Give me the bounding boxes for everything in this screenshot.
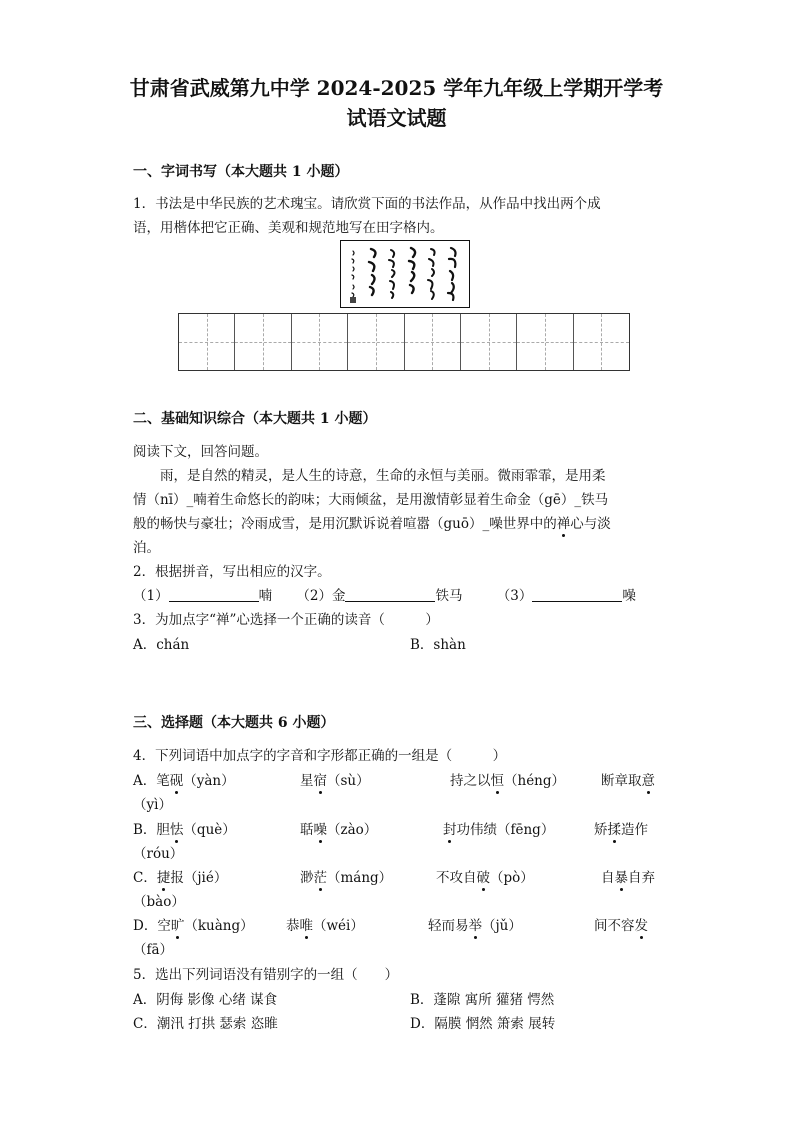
- section1-heading: 一、字词书写（本大题共 1 小题）: [133, 164, 349, 180]
- q5-option-d[interactable]: D．隔膜 惘然 箫索 展转: [410, 1016, 556, 1032]
- q2-1-suffix: 喃: [258, 588, 273, 604]
- tianzige-writing-grid[interactable]: [178, 313, 630, 371]
- q4-option-b-item3: 封功伟绩（fēng）: [443, 818, 554, 838]
- grid-cell[interactable]: [292, 314, 348, 370]
- passage-line3-start: 般的畅快与豪壮；冷雨成雪，是用沉默诉说着喧嚣（guō）_噪世界中的: [133, 516, 557, 532]
- seal-stamp: [350, 297, 356, 303]
- q2-2-blank[interactable]: [345, 587, 435, 602]
- passage-line4: 泊。: [133, 540, 160, 556]
- calligraphy-artwork-image: [340, 240, 470, 308]
- grid-cell[interactable]: [235, 314, 291, 370]
- q4-option-b-wrap: （róu）: [133, 846, 184, 862]
- q1-line1: 1．书法是中华民族的艺术瑰宝。请欣赏下面的书法作品，从作品中找出两个成: [133, 196, 601, 212]
- passage-line1: 雨，是自然的精灵，是人生的诗意，生命的永恒与美丽。微雨霏霏，是用柔: [160, 468, 606, 484]
- q2-3-suffix: 噪: [622, 588, 636, 604]
- q2-2-suffix: 铁马: [435, 588, 463, 604]
- q4-option-c-item4: 自暴自弃: [601, 866, 655, 886]
- q2-3-blank[interactable]: [532, 587, 622, 602]
- grid-cell[interactable]: [348, 314, 404, 370]
- grid-cell[interactable]: [405, 314, 461, 370]
- q2-3-label: （3）: [496, 588, 533, 604]
- q4-option-a-item2: 星宿（sù）: [300, 769, 370, 789]
- q5-option-c[interactable]: C．潮汛 打拱 瑟索 恣睢: [133, 1016, 278, 1032]
- q4-option-a-wrap: （yì）: [133, 797, 172, 813]
- section3-heading: 三、选择题（本大题共 6 小题）: [133, 715, 335, 731]
- q3-prompt: 3．为加点字“禅”心选择一个正确的读音（ ）: [133, 612, 439, 628]
- grid-cell[interactable]: [179, 314, 235, 370]
- q4-option-d-item2: 恭唯（wéi）: [286, 914, 364, 934]
- doc-title-line2: 试语文试题: [346, 106, 447, 130]
- q2-1-label: （1）: [133, 588, 169, 604]
- q2-1-blank[interactable]: [169, 587, 259, 602]
- q4-option-d-item3: 轻而易举（jǔ）: [428, 914, 522, 934]
- grid-cell[interactable]: [517, 314, 573, 370]
- reading-intro: 阅读下文，回答问题。: [133, 444, 268, 460]
- q3-option-b[interactable]: B．shàn: [410, 637, 466, 653]
- section2-heading: 二、基础知识综合（本大题共 1 小题）: [133, 411, 377, 427]
- q4-option-a-item1[interactable]: A．笔砚（yàn）: [133, 769, 235, 789]
- q4-option-a-item4: 断章取意: [601, 769, 655, 789]
- q4-option-d-item4: 间不容发: [594, 914, 648, 934]
- q5-option-a[interactable]: A．阴侮 影像 心绪 谋食: [133, 992, 278, 1008]
- q2-prompt: 2．根据拼音，写出相应的汉字。: [133, 564, 331, 580]
- q4-option-b-item4: 矫揉造作: [594, 818, 648, 838]
- q3-option-a[interactable]: A．chán: [133, 637, 190, 653]
- grid-cell[interactable]: [574, 314, 629, 370]
- q5-option-b[interactable]: B．蓬隙 寓所 獾猪 愕然: [410, 992, 555, 1008]
- q4-option-b-item1[interactable]: B．胆怯（què）: [133, 818, 236, 838]
- q2-blanks-row: [133, 584, 636, 604]
- q5-prompt: 5．选出下列词语没有错别字的一组（ ）: [133, 967, 399, 983]
- q4-option-c-item1[interactable]: C．捷报（jié）: [133, 866, 227, 886]
- calligraphy-strokes: [341, 241, 469, 307]
- q1-line2: 语，用楷体把它正确、美观和规范地写在田字格内。: [133, 220, 444, 236]
- q4-option-c-item3: 不攻自破（pò）: [436, 866, 534, 886]
- passage-line2: 情（nī）_喃着生命悠长的韵味；大雨倾盆，是用激情彰显着生命金（gē）_铁马: [133, 492, 609, 508]
- q4-option-c-wrap: （bào）: [133, 894, 185, 910]
- q4-prompt: 4．下列词语中加点字的字音和字形都正确的一组是（ ）: [133, 748, 507, 764]
- q4-option-d-wrap: （fā）: [133, 942, 174, 958]
- q4-option-a-item3: 持之以恒（héng）: [450, 769, 565, 789]
- dotted-char-chan: 禅: [557, 512, 571, 532]
- doc-title-line1: 甘肃省武威第九中学 2024-2025 学年九年级上学期开学考: [129, 76, 664, 100]
- q2-2-label: （2）金: [296, 588, 346, 604]
- passage-line3: [133, 512, 611, 532]
- q4-option-c-item2: 渺茫（máng）: [300, 866, 392, 886]
- q4-option-b-item2: 聒噪（zào）: [300, 818, 377, 838]
- grid-cell[interactable]: [461, 314, 517, 370]
- passage-line3-end: 心与淡: [570, 516, 611, 532]
- q4-option-d-item1[interactable]: D．空旷（kuàng）: [133, 914, 254, 934]
